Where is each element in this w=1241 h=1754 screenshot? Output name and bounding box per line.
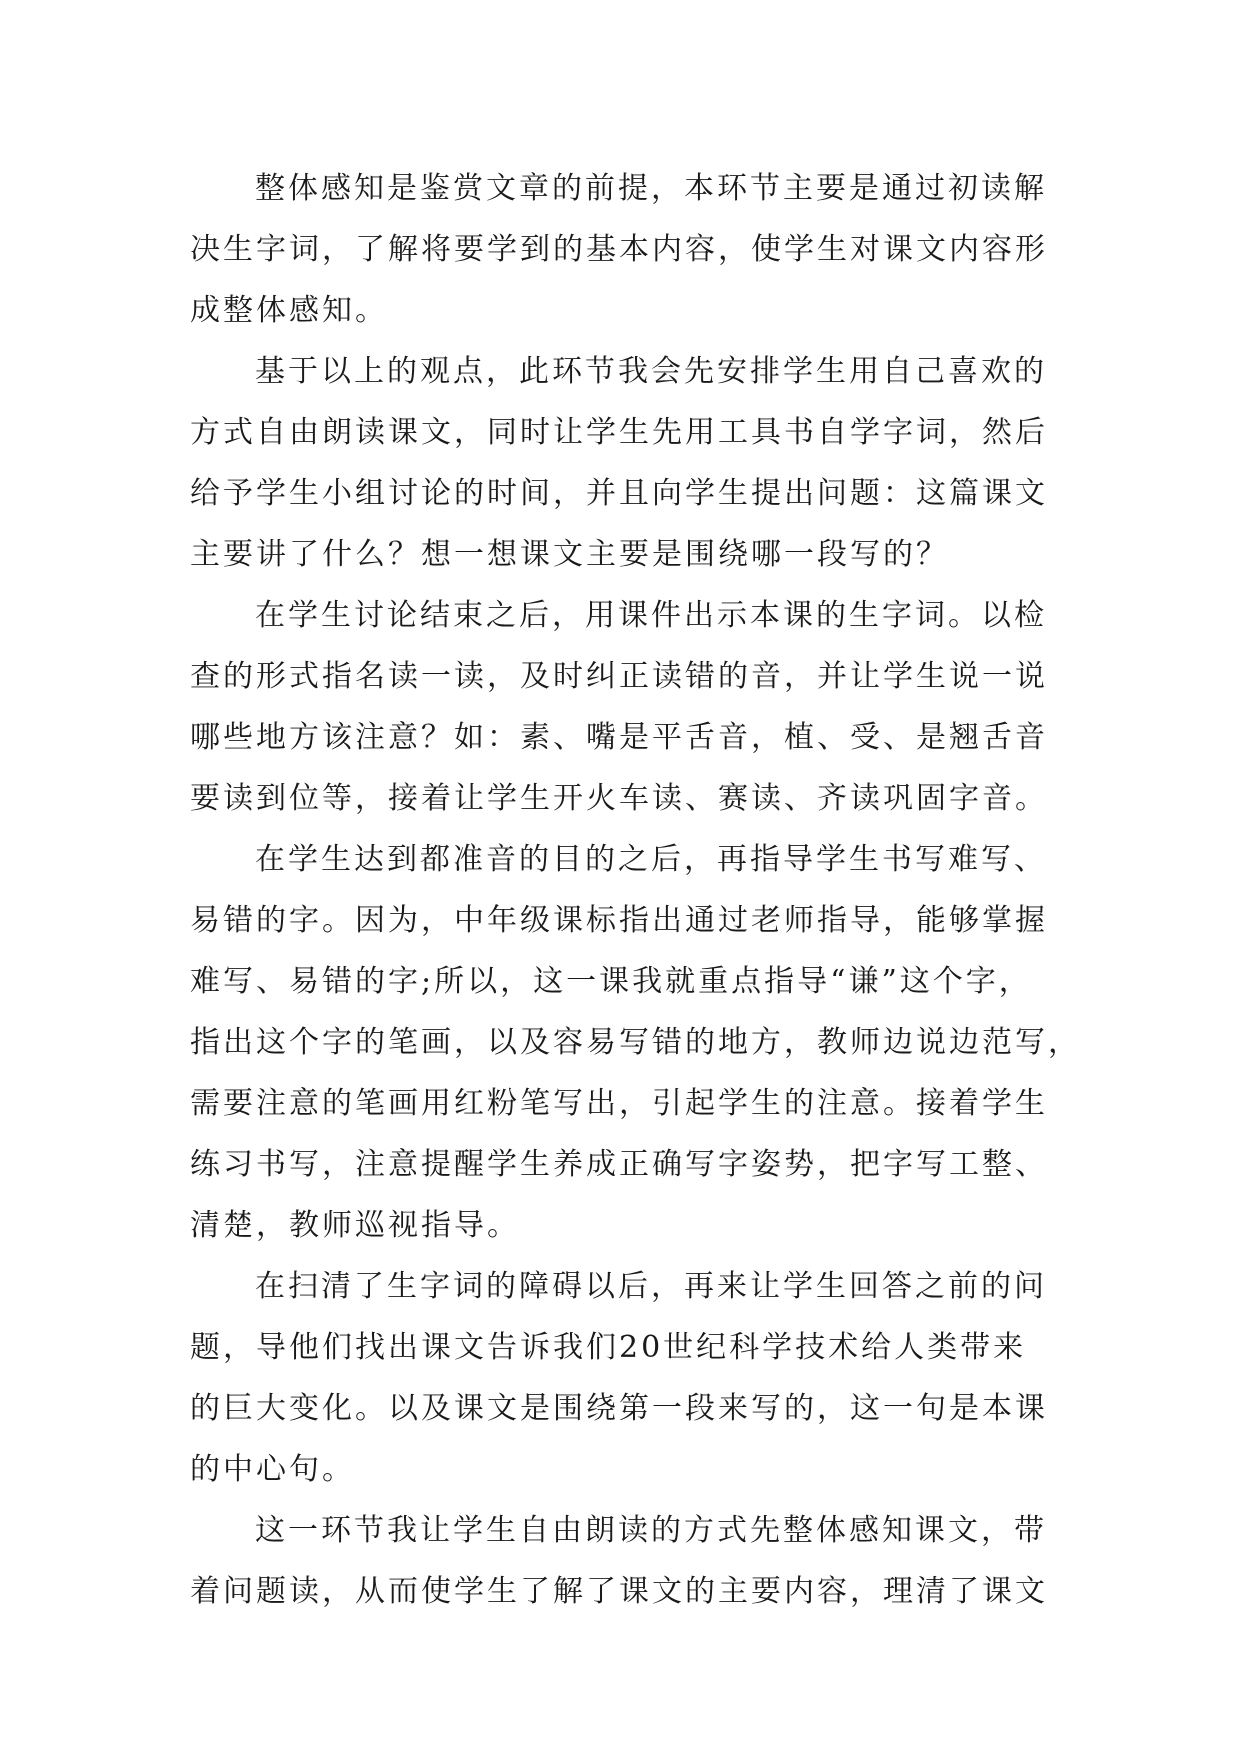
text-line: 给予学生小组讨论的时间，并且向学生提出问题：这篇课文 — [190, 476, 1048, 511]
text-line: 方式自由朗读课文，同时让学生先用工具书自学字词，然后 — [190, 415, 1048, 450]
text-line: 指出这个字的笔画，以及容易写错的地方，教师边说边范写， — [190, 1025, 1081, 1060]
text-line: 决生字词，了解将要学到的基本内容，使学生对课文内容形 — [190, 232, 1048, 267]
text-line: 的中心句。 — [190, 1452, 355, 1487]
text-line: 清楚，教师巡视指导。 — [190, 1208, 520, 1243]
paragraph-1 — [190, 158, 1060, 341]
text-line: 在扫清了生字词的障碍以后，再来让学生回答之前的问 — [255, 1269, 1047, 1304]
text-line: 在学生达到都准音的目的之后，再指导学生书写难写、 — [255, 842, 1047, 877]
text-line: 要读到位等，接着让学生开火车读、赛读、齐读巩固字音。 — [190, 781, 1048, 816]
text-line: 的巨大变化。以及课文是围绕第一段来写的，这一句是本课 — [190, 1391, 1048, 1426]
text-line: 这一环节我让学生自由朗读的方式先整体感知课文，带 — [255, 1513, 1047, 1548]
document-body — [190, 158, 1081, 1622]
text-line: 哪些地方该注意？如：素、嘴是平舌音，植、受、是翘舌音 — [190, 720, 1048, 755]
text-line: 基于以上的观点，此环节我会先安排学生用自己喜欢的 — [255, 354, 1047, 389]
text-line: 需要注意的笔画用红粉笔写出，引起学生的注意。接着学生 — [190, 1086, 1048, 1121]
text-line: 练习书写，注意提醒学生养成正确写字姿势，把字写工整、 — [190, 1147, 1048, 1182]
text-line: 在学生讨论结束之后，用课件出示本课的生字词。以检 — [255, 598, 1047, 633]
paragraph-5 — [190, 1256, 1060, 1500]
text-line: 难写、易错的字;所以，这一课我就重点指导“谦”这个字， — [190, 964, 1032, 999]
text-line: 主要讲了什么？想一想课文主要是围绕哪一段写的？ — [190, 537, 949, 572]
paragraph-2 — [190, 341, 1060, 585]
text-line: 着问题读，从而使学生了解了课文的主要内容，理清了课文 — [190, 1574, 1048, 1609]
paragraph-6 — [190, 1500, 1060, 1622]
text-line: 整体感知是鉴赏文章的前提，本环节主要是通过初读解 — [255, 171, 1047, 206]
text-line: 易错的字。因为，中年级课标指出通过老师指导，能够掌握 — [190, 903, 1048, 938]
text-line: 成整体感知。 — [190, 293, 388, 328]
paragraph-3 — [190, 585, 1060, 829]
text-line: 题，导他们找出课文告诉我们20世纪科学技术给人类带来 — [190, 1330, 1027, 1365]
text-line: 查的形式指名读一读，及时纠正读错的音，并让学生说一说 — [190, 659, 1048, 694]
paragraph-4 — [190, 829, 1081, 1256]
